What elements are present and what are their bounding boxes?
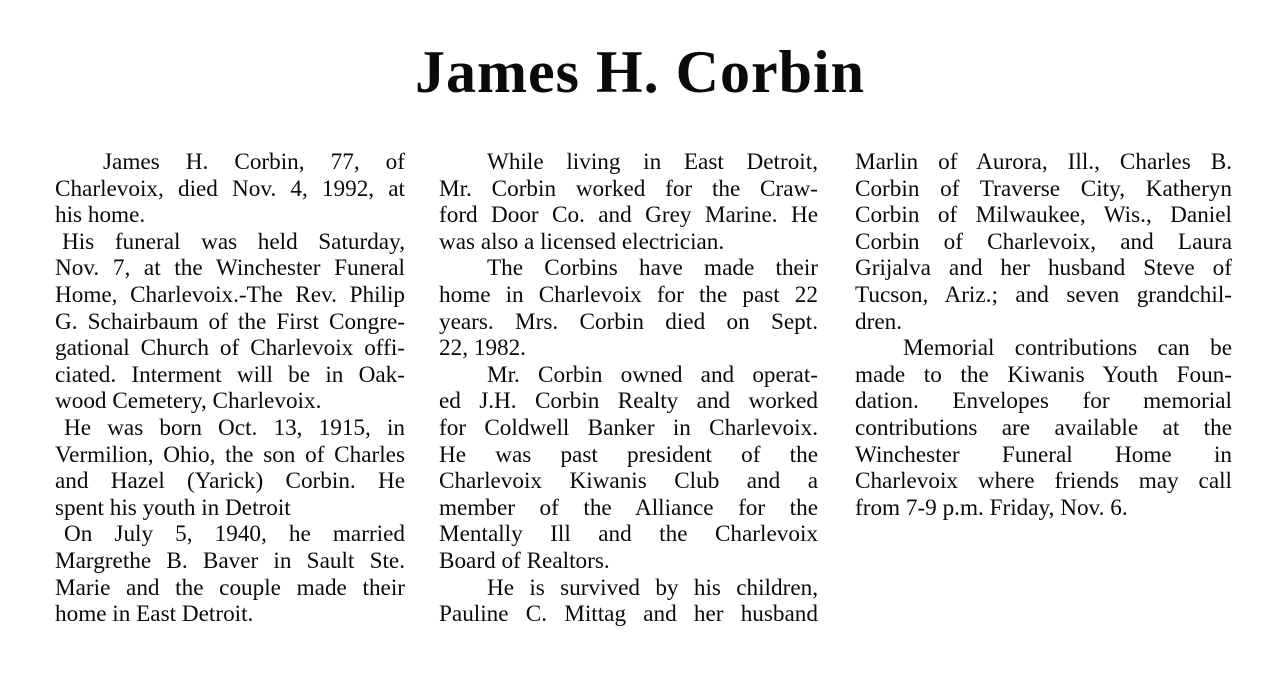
text-column-1 bbox=[55, 149, 405, 628]
text-line: Grijalva and her husband Steve of bbox=[855, 255, 1232, 282]
text-line: Marie and the couple made their bbox=[55, 574, 405, 601]
text-line: Memorial contributions can be bbox=[903, 335, 1232, 362]
text-line: his home. bbox=[55, 202, 146, 229]
text-line: dation. Envelopes for memorial bbox=[855, 388, 1232, 415]
text-column-3 bbox=[855, 149, 1232, 521]
text-line: His funeral was held Saturday, bbox=[62, 228, 405, 255]
text-line: Mentally Ill and the Charlevoix bbox=[439, 521, 818, 548]
text-line: Vermilion, Ohio, the son of Charles bbox=[55, 441, 405, 468]
text-line: Pauline C. Mittag and her husband bbox=[439, 601, 818, 628]
text-line: James H. Corbin, 77, of bbox=[103, 149, 405, 175]
text-line: 22, 1982. bbox=[439, 335, 526, 362]
text-line: Tucson, Ariz.; and seven grandchil- bbox=[855, 281, 1232, 308]
text-line: Corbin of Traverse City, Katheryn bbox=[855, 175, 1232, 202]
text-line: home in East Detroit. bbox=[55, 601, 254, 628]
text-line: He is survived by his children, bbox=[487, 574, 818, 601]
text-line: contributions are available at the bbox=[855, 414, 1232, 441]
text-line: dren. bbox=[855, 308, 902, 335]
text-line: He was past president of the bbox=[439, 441, 818, 468]
text-line: Charlevoix Kiwanis Club and a bbox=[439, 468, 818, 495]
text-line: ed J.H. Corbin Realty and worked bbox=[439, 388, 818, 415]
text-line: home in Charlevoix for the past 22 bbox=[439, 281, 818, 308]
text-line: member of the Alliance for the bbox=[439, 494, 818, 521]
text-line: was also a licensed electrician. bbox=[439, 228, 725, 255]
text-line: Margrethe B. Baver in Sault Ste. bbox=[55, 547, 405, 574]
text-line: made to the Kiwanis Youth Foun- bbox=[855, 361, 1232, 388]
text-line: for Coldwell Banker in Charlevoix. bbox=[439, 414, 818, 441]
text-line: Charlevoix where friends may call bbox=[855, 468, 1232, 495]
text-line: spent his youth in Detroit bbox=[55, 494, 291, 521]
text-line: On July 5, 1940, he married bbox=[64, 521, 405, 548]
text-line: from 7-9 p.m. Friday, Nov. 6. bbox=[855, 494, 1128, 521]
text-line: Mr. Corbin owned and operat- bbox=[487, 361, 818, 388]
text-line: ford Door Co. and Grey Marine. He bbox=[439, 202, 818, 229]
text-line: Winchester Funeral Home in bbox=[855, 441, 1232, 468]
text-line: ciated. Interment will be in Oak- bbox=[55, 361, 405, 388]
text-line: While living in East Detroit, bbox=[487, 149, 818, 175]
text-column-2 bbox=[439, 149, 818, 628]
text-line: and Hazel (Yarick) Corbin. He bbox=[55, 468, 405, 495]
text-line: Marlin of Aurora, Ill., Charles B. bbox=[855, 149, 1232, 175]
obituary-headline: James H. Corbin bbox=[415, 39, 865, 105]
text-line: Mr. Corbin worked for the Craw- bbox=[439, 175, 818, 202]
text-line: gational Church of Charlevoix offi- bbox=[55, 335, 405, 362]
text-line: Board of Realtors. bbox=[439, 547, 610, 574]
text-line: Corbin of Charlevoix, and Laura bbox=[855, 228, 1232, 255]
text-line: Charlevoix, died Nov. 4, 1992, at bbox=[55, 175, 405, 202]
text-line: Home, Charlevoix.-The Rev. Philip bbox=[55, 281, 405, 308]
text-line: The Corbins have made their bbox=[487, 255, 818, 282]
text-line: years. Mrs. Corbin died on Sept. bbox=[439, 308, 818, 335]
text-line: wood Cemetery, Charlevoix. bbox=[55, 388, 322, 415]
text-line: He was born Oct. 13, 1915, in bbox=[64, 414, 405, 441]
text-line: G. Schairbaum of the First Congre- bbox=[55, 308, 405, 335]
text-line: Nov. 7, at the Winchester Funeral bbox=[55, 255, 405, 282]
text-line: Corbin of Milwaukee, Wis., Daniel bbox=[855, 202, 1232, 229]
